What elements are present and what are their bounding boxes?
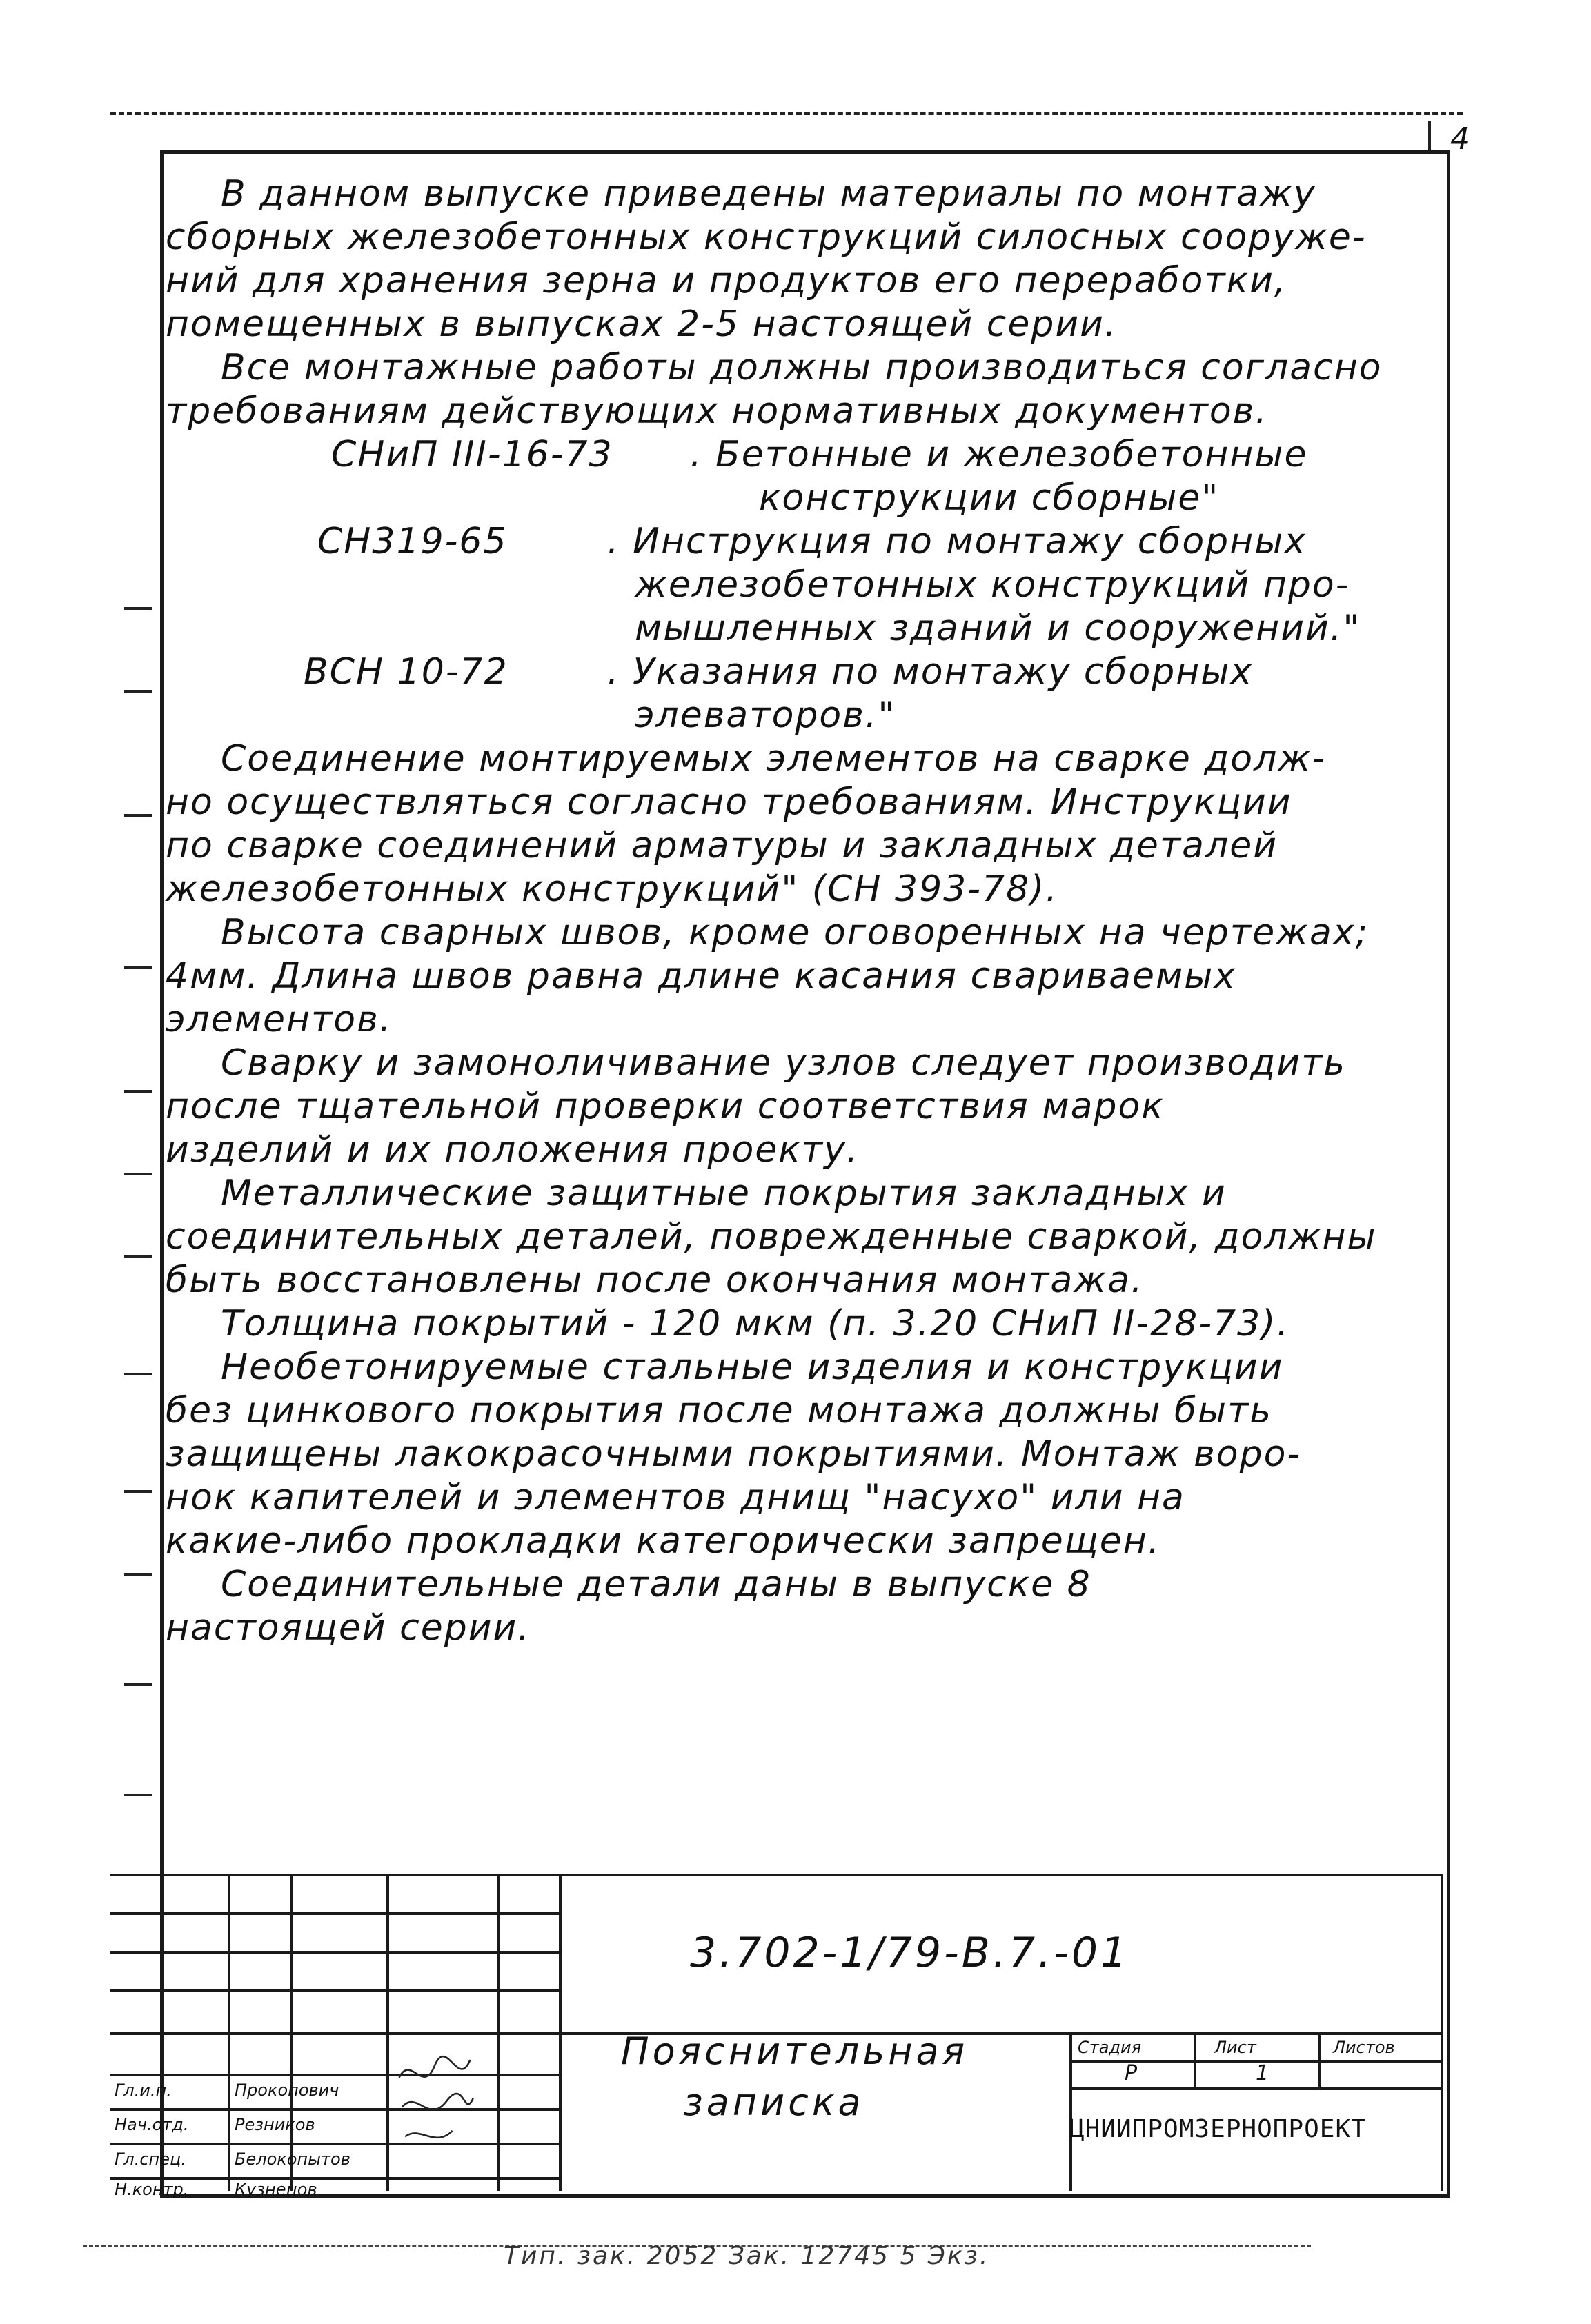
grid-line <box>110 2108 559 2111</box>
norm-title: железобетонных конструкций про- <box>635 564 1350 606</box>
sheet-value: 1 <box>1256 2061 1269 2085</box>
text-line: В данном выпуске приведены материалы по монтажу <box>221 173 1316 215</box>
margin-tick <box>124 607 152 610</box>
text-line: настоящей серии. <box>166 1607 531 1649</box>
binding-margin-ticks <box>124 607 159 1918</box>
print-stamp: Тип. зак. 2052 Зак. 12745 5 Экз. <box>504 2242 990 2270</box>
page-number-divider <box>1428 121 1431 153</box>
text-line: Сварку и замоноличивание узлов следует производить <box>221 1042 1347 1084</box>
margin-tick <box>124 814 152 817</box>
role-label: Нач.отд. <box>115 2115 189 2134</box>
text-line: после тщательной проверки соответствия марок <box>166 1086 1165 1127</box>
explanatory-note-text <box>166 172 1435 1650</box>
norm-reference-cont <box>166 694 1435 737</box>
norm-title: . Бетонные и железобетонные <box>690 434 1308 475</box>
text-line: нок капителей и элементов днищ "насухо" или на <box>166 1477 1185 1518</box>
grid-line <box>228 1874 230 2191</box>
grid-line <box>386 1874 389 2191</box>
norm-title: . Инструкция по монтажу сборных <box>607 521 1307 562</box>
grid-line <box>290 1874 293 2191</box>
grid-line <box>110 1989 559 1992</box>
margin-tick <box>124 1090 152 1093</box>
text-line: Высота сварных швов, кроме оговоренных на чертежах; <box>221 912 1370 953</box>
text-line: железобетонных конструкций" (СН 393-78). <box>166 868 1059 910</box>
role-label: Н.контр. <box>115 2180 189 2199</box>
document-code: 3.702-1/79-В.7.-01 <box>690 1929 1130 1977</box>
signer-name: Резников <box>235 2115 315 2134</box>
margin-tick <box>124 1683 152 1686</box>
text-line: Необетонируемые стальные изделия и конструкции <box>221 1347 1284 1388</box>
norm-reference <box>166 520 1435 564</box>
grid-line <box>497 1874 500 2191</box>
norm-code: СНиП III-16-73 <box>331 434 613 475</box>
text-line: Соединение монтируемых элементов на сварке долж- <box>221 738 1326 779</box>
text-line: сборных железобетонных конструкций силосных сооруже- <box>166 217 1367 258</box>
text-line: 4мм. Длина швов равна длине касания свариваемых <box>166 955 1237 997</box>
text-line: по сварке соединений арматуры и закладных деталей <box>166 825 1278 866</box>
signer-name: Белокопытов <box>235 2149 350 2169</box>
organization-name: ЦНИИПРОМЗЕРНОПРОЕКТ <box>1069 2115 1367 2143</box>
text-line: помещенных в выпусках 2-5 настоящей серии. <box>166 304 1118 345</box>
margin-tick <box>124 1373 152 1375</box>
norm-reference-cont <box>166 607 1435 650</box>
text-line: изделий и их положения проекту. <box>166 1129 860 1171</box>
norm-title: мышленных зданий и сооружений." <box>635 608 1361 649</box>
grid-line <box>559 1874 562 2191</box>
grid-line <box>110 1912 559 1915</box>
document-title-2: записка <box>683 2080 864 2124</box>
grid-line <box>1318 2032 1321 2087</box>
sheet-label: Лист <box>1214 2038 1256 2057</box>
margin-tick <box>124 1490 152 1493</box>
top-border-line <box>110 112 1463 115</box>
sheets-label: Листов <box>1333 2038 1395 2057</box>
role-label: Гл.и.п. <box>115 2080 172 2100</box>
margin-tick <box>124 966 152 969</box>
margin-tick <box>124 1173 152 1175</box>
signer-name: Кузнецов <box>235 2180 317 2199</box>
norm-code: СН319-65 <box>317 521 508 562</box>
norm-title: . Указания по монтажу сборных <box>607 651 1254 693</box>
text-line: Толщина покрытий - 120 мкм (п. 3.20 СНиП II-28-73). <box>221 1303 1289 1344</box>
text-line: соединительных деталей, поврежденные сваркой, должны <box>166 1216 1377 1258</box>
text-line: Соединительные детали даны в выпуске 8 <box>221 1564 1091 1605</box>
norm-reference <box>166 433 1435 477</box>
grid-line <box>110 2143 559 2145</box>
text-line: требованиям действующих нормативных документов. <box>166 390 1268 432</box>
text-line: ний для хранения зерна и продуктов его переработки, <box>166 260 1287 301</box>
signer-name: Прокопович <box>235 2080 339 2100</box>
margin-tick <box>124 1255 152 1258</box>
text-line: какие-либо прокладки категорически запрещен. <box>166 1520 1161 1562</box>
text-line: быть восстановлены после окончания монтажа. <box>166 1260 1144 1301</box>
grid-line <box>1069 2032 1072 2191</box>
norm-code: ВСН 10-72 <box>304 651 508 693</box>
handwritten-signature <box>393 2039 476 2163</box>
text-line: Все монтажные работы должны производиться согласно <box>221 347 1383 388</box>
norm-title: конструкции сборные" <box>759 477 1220 519</box>
grid-line <box>1069 2087 1443 2090</box>
text-line: но осуществляться согласно требованиям. Инструкции <box>166 782 1292 823</box>
norm-title: элеваторов." <box>635 695 896 736</box>
stage-value: Р <box>1125 2061 1138 2085</box>
title-block <box>110 1874 1443 2199</box>
margin-tick <box>124 690 152 693</box>
stage-label: Стадия <box>1078 2038 1142 2057</box>
norm-reference-cont <box>166 564 1435 607</box>
norm-reference <box>166 650 1435 694</box>
title-block-border <box>1441 1874 1443 2191</box>
page-number: 4 <box>1450 121 1470 157</box>
text-line: защищены лакокрасочными покрытиями. Монтаж воро- <box>166 1433 1302 1475</box>
text-line: Металлические защитные покрытия закладных и <box>221 1173 1227 1214</box>
margin-tick <box>124 1573 152 1576</box>
role-label: Гл.спец. <box>115 2149 186 2169</box>
title-block-border <box>110 1874 1443 1876</box>
norm-reference-cont <box>166 477 1435 520</box>
margin-tick <box>124 1794 152 1796</box>
document-title: Пояснительная <box>621 2029 969 2073</box>
grid-line <box>110 1951 559 1954</box>
text-line: элементов. <box>166 999 393 1040</box>
grid-line <box>1194 2032 1196 2087</box>
text-line: без цинкового покрытия после монтажа должны быть <box>166 1390 1273 1431</box>
grid-line <box>110 2074 559 2076</box>
